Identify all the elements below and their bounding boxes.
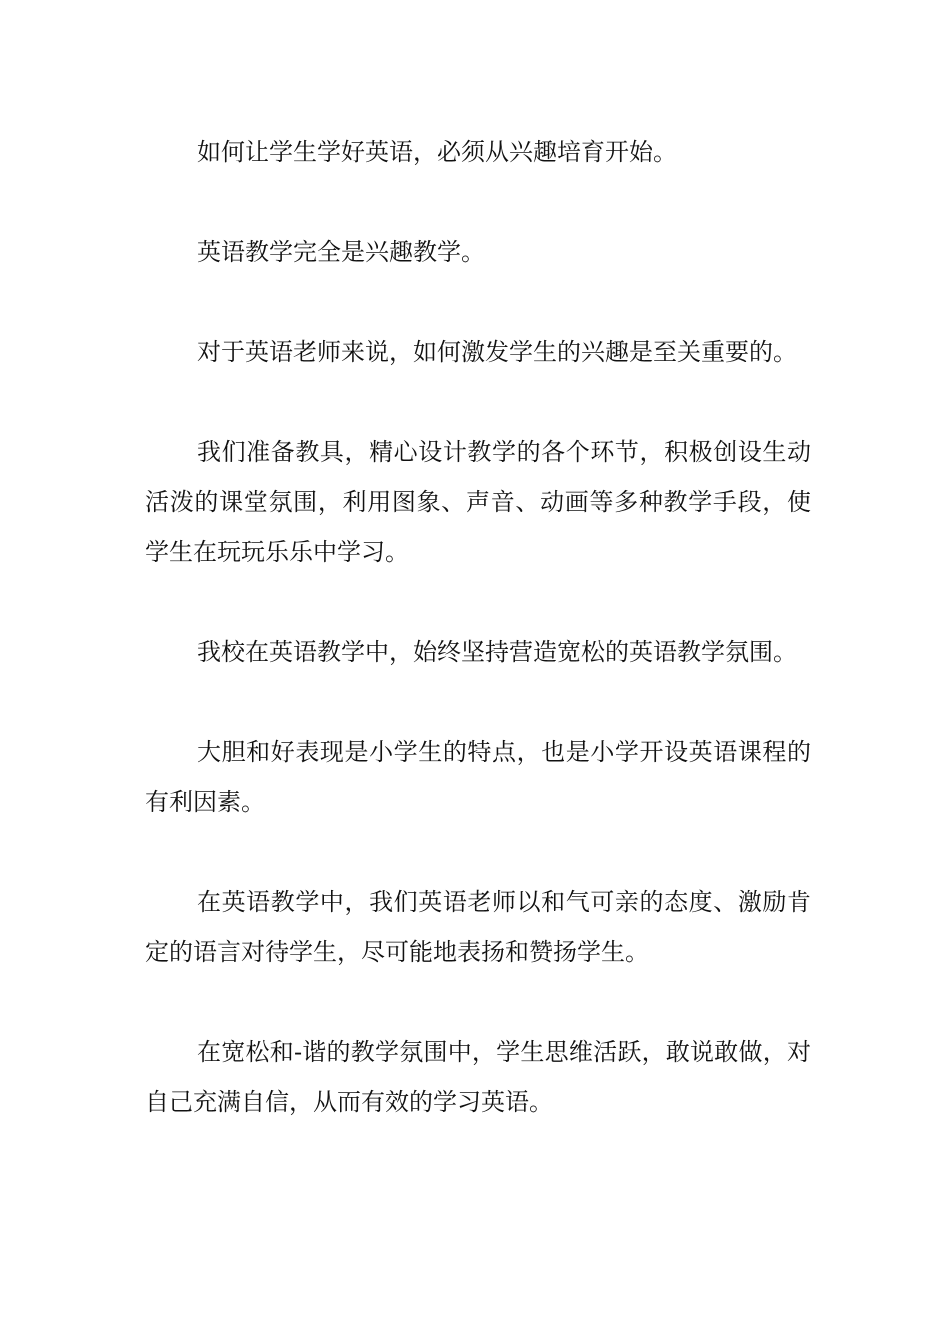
paragraph-5: 我校在英语教学中，始终坚持营造宽松的英语教学氛围。 [197, 638, 797, 666]
paragraph-4: 我们准备教具，精心设计教学的各个环节，积极创设生动活泼的课堂氛围，利用图象、声音、动画等多种教学手段，使学生在玩玩乐乐中学习。 [145, 438, 811, 566]
paragraph-7: 在英语教学中，我们英语老师以和气可亲的态度、激励肯定的语言对待学生，尽可能地表扬和赞扬学生。 [145, 888, 811, 966]
paragraph-6: 大胆和好表现是小学生的特点，也是小学开设英语课程的有利因素。 [145, 738, 811, 816]
paragraph-2: 英语教学完全是兴趣教学。 [197, 238, 485, 266]
paragraph-1: 如何让学生学好英语，必须从兴趣培育开始。 [197, 138, 677, 166]
paragraph-3: 对于英语老师来说，如何激发学生的兴趣是至关重要的。 [197, 338, 797, 366]
document-body [145, 127, 811, 1177]
paragraph-8: 在宽松和-谐的教学氛围中，学生思维活跃，敢说敢做，对自己充满自信，从而有效的学习英语。 [145, 1038, 811, 1116]
